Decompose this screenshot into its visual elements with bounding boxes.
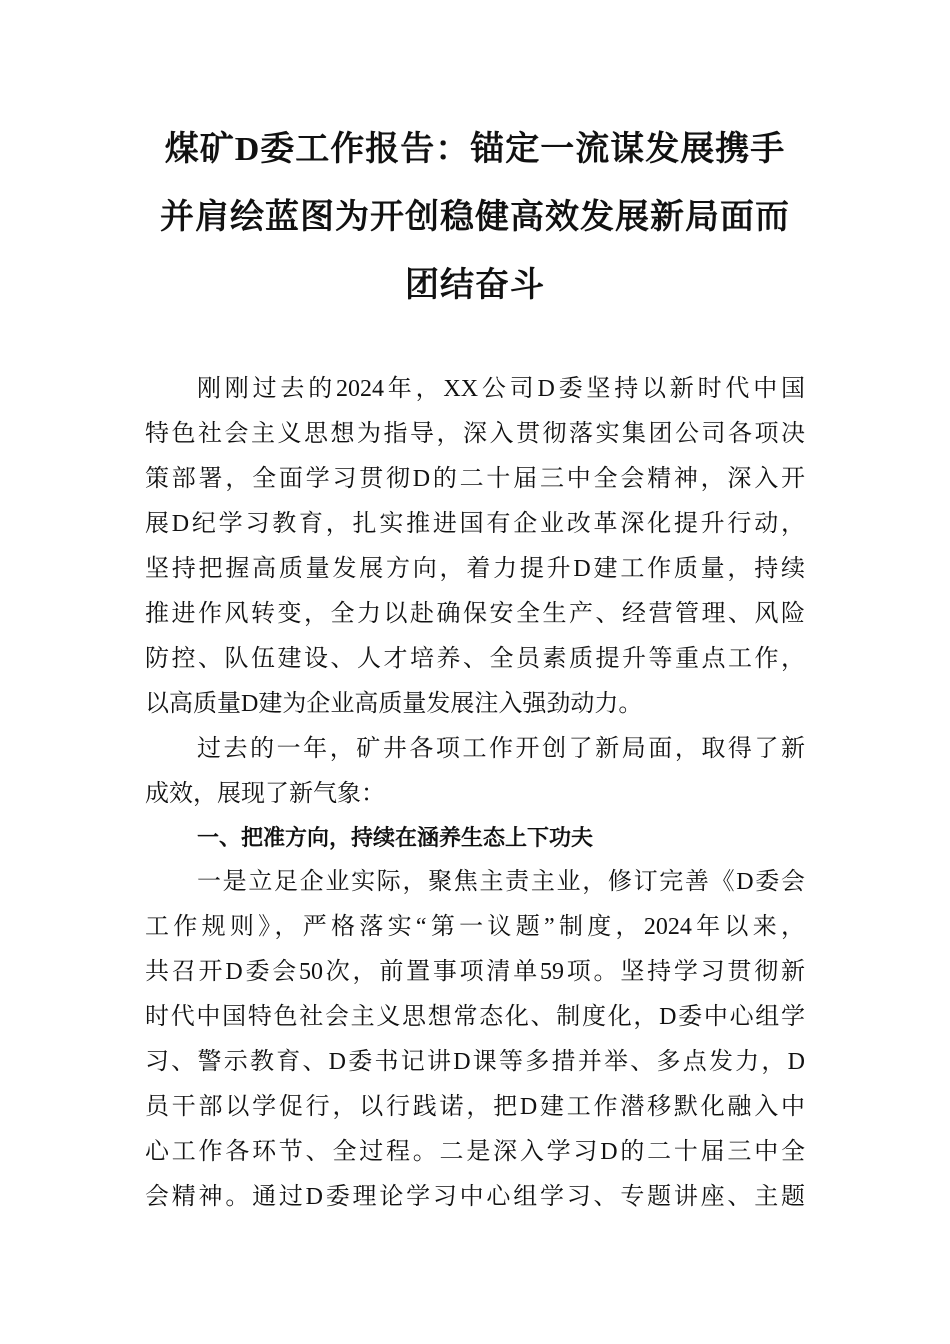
text-line: 坚持把握高质量发展方向，着力提升D建工作质量，持续: [145, 556, 805, 582]
title-line: 煤矿D委工作报告：锚定一流谋发展携手: [164, 131, 786, 168]
text-line: 共召开D委会50次，前置事项清单59项。坚持学习贯彻新: [145, 959, 805, 985]
title-line: 并肩绘蓝图为开创稳健高效发展新局面而: [160, 199, 790, 236]
document-title: [140, 122, 810, 326]
text-line: 特色社会主义思想为指导，深入贯彻落实集团公司各项决: [145, 421, 805, 447]
text-line: 习、警示教育、D委书记讲D课等多措并举、多点发力，D: [145, 1049, 805, 1075]
document-body: [145, 367, 805, 1220]
paragraph: [145, 860, 805, 1220]
text-line: 一是立足企业实际，聚焦主责主业，修订完善《D委会: [197, 869, 805, 895]
text-line: 刚刚过去的2024年，XX公司D委坚持以新时代中国: [197, 376, 805, 402]
text-line: 以高质量D建为企业高质量发展注入强劲动力。: [145, 691, 643, 717]
title-line: 团结奋斗: [405, 267, 545, 304]
text-line: 防控、队伍建设、人才培养、全员素质提升等重点工作，: [145, 646, 805, 672]
text-line: 过去的一年，矿井各项工作开创了新局面，取得了新: [197, 736, 805, 762]
text-line: 员干部以学促行，以行践诺，把D建工作潜移默化融入中: [145, 1094, 805, 1120]
paragraph: [145, 367, 805, 727]
text-line: 会精神。通过D委理论学习中心组学习、专题讲座、主题: [145, 1184, 805, 1210]
text-line: 工作规则》，严格落实“第一议题”制度，2024年以来，: [145, 914, 805, 940]
text-line: 成效，展现了新气象：: [145, 781, 385, 807]
text-line: 时代中国特色社会主义思想常态化、制度化，D委中心组学: [145, 1004, 805, 1030]
text-line: 策部署，全面学习贯彻D的二十届三中全会精神，深入开: [145, 466, 805, 492]
text-line: 心工作各环节、全过程。二是深入学习D的二十届三中全: [145, 1139, 805, 1165]
text-line: 推进作风转变，全力以赴确保安全生产、经营管理、风险: [145, 601, 805, 627]
text-line: 展D纪学习教育，扎实推进国有企业改革深化提升行动，: [145, 511, 805, 537]
section-heading: 一、把准方向，持续在涵养生态上下功夫: [197, 826, 594, 851]
paragraph: [145, 727, 805, 817]
